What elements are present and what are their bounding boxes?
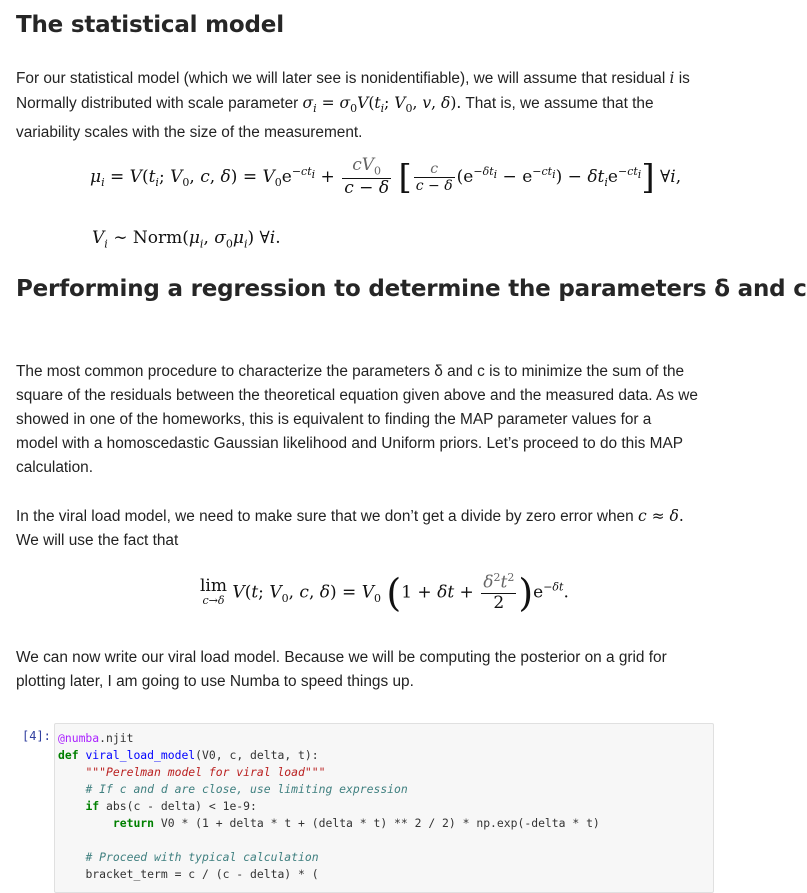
code-line: """Perelman model for viral load""" xyxy=(85,765,326,779)
code-line: bracket_term = c / (c - delta) * ( xyxy=(85,867,319,881)
code-line: if abs(c - delta) < 1e-9: xyxy=(85,799,257,813)
regression-paragraph: The most common procedure to characterize the parameters δ and c is to minimize the sum of the square of the residuals between the theoretical equation given above and the measured data. As we showed in one of the homeworks, this is equivalent to finding the MAP parameter values for a model with a homoscedastic Gaussian likelihood and Uniform priors. Let’s proceed to do this MAP calculation. xyxy=(16,363,698,476)
code-line: # Proceed with typical calculation xyxy=(85,850,319,864)
code-cell[interactable] xyxy=(54,723,714,893)
limit-equation: lim c→δ V(t; $V_0$, c, $\delta) = V_0$ (1 + δt + $\frac{\delta^2t^2}{2}$ )$e^{-\delta t}$. xyxy=(200,570,569,615)
numba-paragraph: We can now write our viral load model. Because we will be computing the posterior on a grid for plotting later, I am going to use Numba to speed things up. xyxy=(16,649,667,690)
code-line: return V0 * (1 + delta * t + (delta * t) ** 2 / 2) * np.exp(-delta * t) xyxy=(112,816,600,830)
code-line: def viral_load_model(V0, c, delta, t): xyxy=(58,748,319,762)
divide-by-zero-paragraph: In the viral load model, we need to make sure that we don’t get a divide by zero error when c ≈ δ. We will use the fact that xyxy=(16,507,684,549)
model-equation-mean: $\mu_i = V(t_i$; $V_0$, c, $\delta) = V_0e^{-ct_i}$ + $\frac{cV_0}{c - \delta}$ [ $\frac{c}{c - \delta}$ $(e^{-\delta t_i} - e^{-ct_i}) - \delta t_ie^{-ct_i}$] ∀i, xyxy=(90,155,682,199)
code-line xyxy=(58,832,713,849)
statistical-model-paragraph: For our statistical model (which we will later see is nonidentifiable), we will assume that residual i is Normally distributed with scale parameter $\sigma_i = \sigma_0V(t_i$; $V_0$, v, δ). That is, we assume that the variability scales with the size of the measurement. xyxy=(16,69,690,142)
code-line: @numba.njit xyxy=(58,731,134,745)
cell-prompt: [4]: xyxy=(22,729,51,743)
section-heading-statistical-model: The statistical model xyxy=(16,12,284,38)
model-equation-likelihood: $V_i$ ∼ $Norm(\mu_i$, $\sigma_0\mu_i$) ∀i. xyxy=(92,228,281,251)
section-heading-regression: Performing a regression to determine the parameters δ and c xyxy=(16,276,807,302)
code-line: # If c and d are close, use limiting expression xyxy=(85,782,408,796)
